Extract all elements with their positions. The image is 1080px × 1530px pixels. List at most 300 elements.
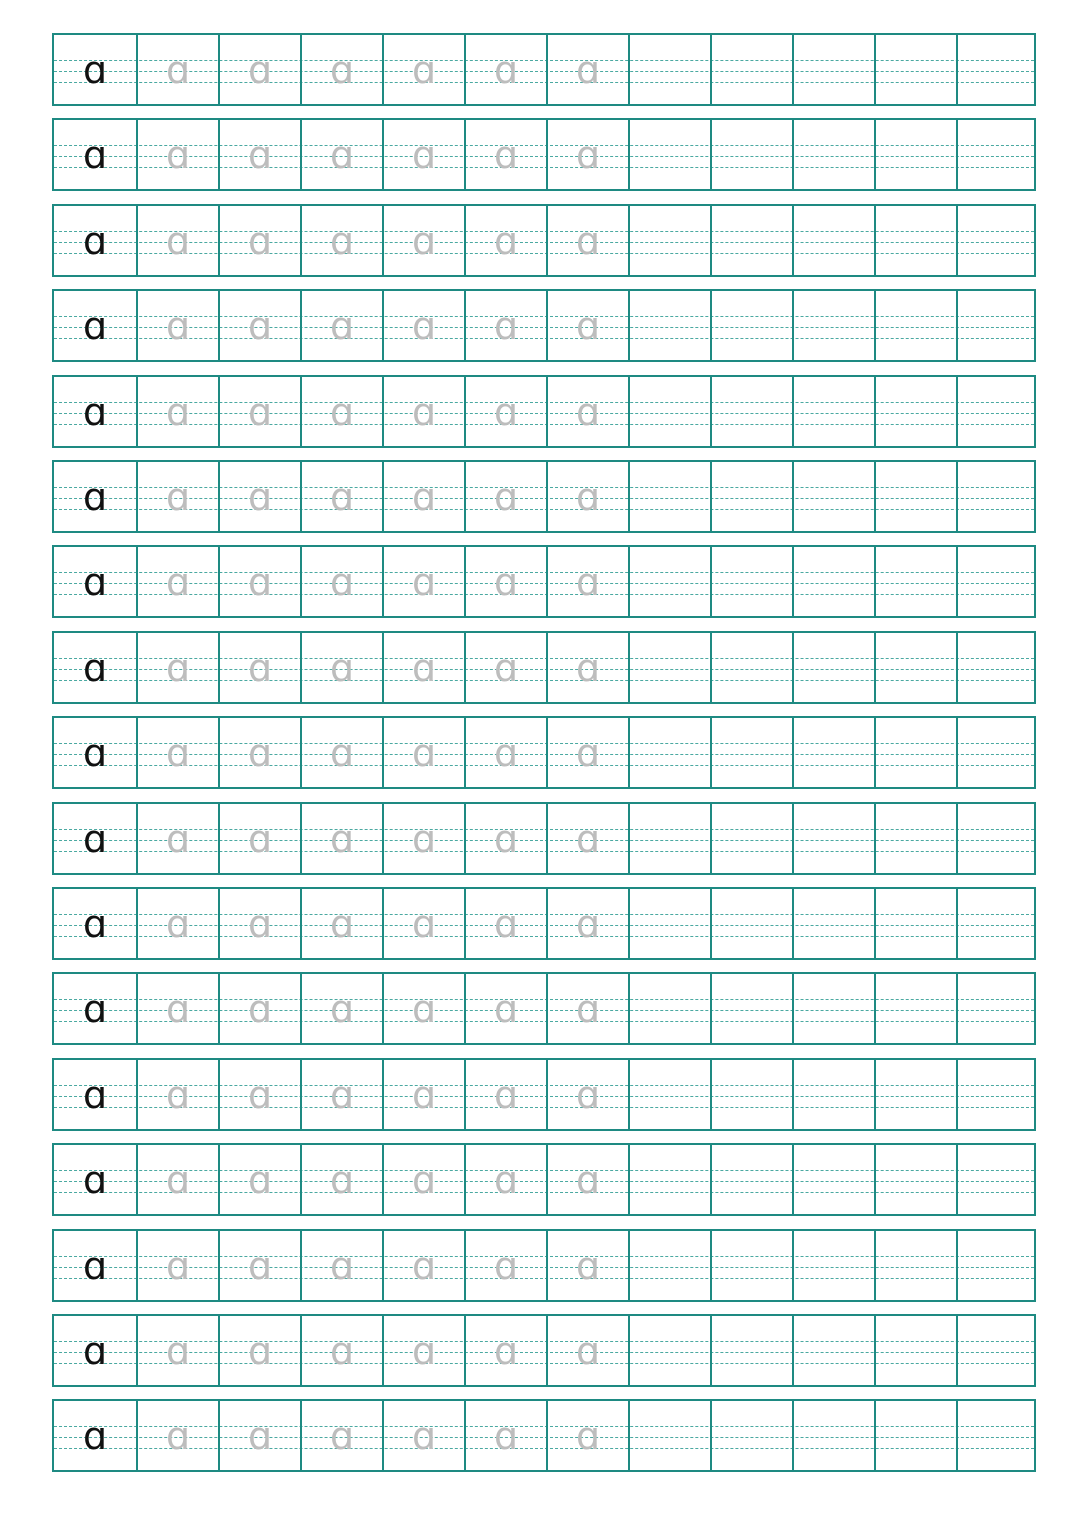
trace-letter: ɑ <box>247 987 273 1031</box>
blank-writing-cell <box>874 1060 956 1129</box>
trace-letter-cell <box>546 462 628 531</box>
trace-letter-cell <box>382 889 464 958</box>
trace-letter-cell <box>382 1145 464 1214</box>
blank-writing-cell <box>710 718 792 787</box>
blank-writing-cell <box>956 1145 1038 1214</box>
trace-letter: ɑ <box>575 560 601 604</box>
blank-writing-cell <box>710 1060 792 1129</box>
model-letter-cell <box>54 120 136 189</box>
blank-writing-cell <box>628 547 710 616</box>
model-letter: ɑ <box>82 817 108 861</box>
model-letter: ɑ <box>82 475 108 519</box>
blank-writing-cell <box>710 35 792 104</box>
trace-letter-cell <box>300 889 382 958</box>
blank-writing-cell <box>874 1145 956 1214</box>
blank-writing-cell <box>792 1145 874 1214</box>
trace-letter-cell <box>382 35 464 104</box>
trace-letter-cell <box>136 547 218 616</box>
trace-letter: ɑ <box>493 817 519 861</box>
trace-letter: ɑ <box>575 475 601 519</box>
practice-row <box>52 802 1036 875</box>
practice-row <box>52 375 1036 448</box>
trace-letter-cell <box>382 718 464 787</box>
trace-letter: ɑ <box>575 219 601 263</box>
model-letter: ɑ <box>82 1244 108 1288</box>
model-letter: ɑ <box>82 1414 108 1458</box>
blank-writing-cell <box>792 889 874 958</box>
trace-letter: ɑ <box>165 219 191 263</box>
trace-letter-cell <box>300 462 382 531</box>
trace-letter-cell <box>218 35 300 104</box>
model-letter-cell <box>54 804 136 873</box>
blank-writing-cell <box>628 120 710 189</box>
trace-letter: ɑ <box>329 817 355 861</box>
trace-letter-cell <box>382 291 464 360</box>
model-letter-cell <box>54 1145 136 1214</box>
trace-letter-cell <box>300 804 382 873</box>
blank-writing-cell <box>956 291 1038 360</box>
trace-letter: ɑ <box>411 560 437 604</box>
trace-letter-cell <box>136 120 218 189</box>
blank-writing-cell <box>792 462 874 531</box>
model-letter-cell <box>54 206 136 275</box>
model-letter-cell <box>54 1401 136 1470</box>
trace-letter: ɑ <box>493 304 519 348</box>
blank-writing-cell <box>956 35 1038 104</box>
model-letter-cell <box>54 1231 136 1300</box>
trace-letter: ɑ <box>165 48 191 92</box>
blank-writing-cell <box>628 1145 710 1214</box>
trace-letter: ɑ <box>165 560 191 604</box>
trace-letter: ɑ <box>575 1414 601 1458</box>
trace-letter: ɑ <box>247 133 273 177</box>
trace-letter-cell <box>136 974 218 1043</box>
trace-letter: ɑ <box>493 48 519 92</box>
trace-letter: ɑ <box>411 475 437 519</box>
trace-letter-cell <box>218 1401 300 1470</box>
trace-letter-cell <box>382 377 464 446</box>
trace-letter: ɑ <box>411 390 437 434</box>
practice-row <box>52 631 1036 704</box>
trace-letter-cell <box>546 889 628 958</box>
blank-writing-cell <box>792 718 874 787</box>
blank-writing-cell <box>956 547 1038 616</box>
trace-letter-cell <box>300 206 382 275</box>
blank-writing-cell <box>956 120 1038 189</box>
trace-letter: ɑ <box>493 1073 519 1117</box>
trace-letter-cell <box>218 547 300 616</box>
trace-letter: ɑ <box>165 902 191 946</box>
trace-letter-cell <box>300 1145 382 1214</box>
trace-letter: ɑ <box>165 390 191 434</box>
blank-writing-cell <box>956 1231 1038 1300</box>
trace-letter-cell <box>546 35 628 104</box>
model-letter-cell <box>54 462 136 531</box>
blank-writing-cell <box>710 804 792 873</box>
blank-writing-cell <box>628 804 710 873</box>
blank-writing-cell <box>956 377 1038 446</box>
trace-letter-cell <box>218 889 300 958</box>
trace-letter: ɑ <box>575 1329 601 1373</box>
model-letter: ɑ <box>82 646 108 690</box>
trace-letter: ɑ <box>575 817 601 861</box>
trace-letter: ɑ <box>247 1073 273 1117</box>
trace-letter-cell <box>546 120 628 189</box>
trace-letter: ɑ <box>575 1158 601 1202</box>
model-letter: ɑ <box>82 48 108 92</box>
trace-letter: ɑ <box>165 1329 191 1373</box>
trace-letter: ɑ <box>329 304 355 348</box>
practice-row <box>52 204 1036 277</box>
trace-letter: ɑ <box>247 304 273 348</box>
trace-letter: ɑ <box>493 731 519 775</box>
model-letter: ɑ <box>82 1158 108 1202</box>
blank-writing-cell <box>628 1401 710 1470</box>
trace-letter: ɑ <box>329 560 355 604</box>
trace-letter: ɑ <box>493 1414 519 1458</box>
trace-letter: ɑ <box>329 48 355 92</box>
blank-writing-cell <box>628 1231 710 1300</box>
trace-letter-cell <box>218 804 300 873</box>
blank-writing-cell <box>874 804 956 873</box>
trace-letter: ɑ <box>411 646 437 690</box>
blank-writing-cell <box>710 206 792 275</box>
blank-writing-cell <box>792 974 874 1043</box>
trace-letter: ɑ <box>247 219 273 263</box>
trace-letter-cell <box>546 1145 628 1214</box>
model-letter-cell <box>54 35 136 104</box>
blank-writing-cell <box>874 1316 956 1385</box>
blank-writing-cell <box>956 1060 1038 1129</box>
blank-writing-cell <box>792 1401 874 1470</box>
trace-letter: ɑ <box>247 475 273 519</box>
trace-letter: ɑ <box>411 731 437 775</box>
trace-letter-cell <box>464 804 546 873</box>
trace-letter: ɑ <box>575 646 601 690</box>
blank-writing-cell <box>628 1060 710 1129</box>
trace-letter-cell <box>464 974 546 1043</box>
model-letter-cell <box>54 633 136 702</box>
trace-letter-cell <box>300 1316 382 1385</box>
blank-writing-cell <box>792 120 874 189</box>
blank-writing-cell <box>710 1316 792 1385</box>
blank-writing-cell <box>628 974 710 1043</box>
blank-writing-cell <box>874 1401 956 1470</box>
practice-row <box>52 1058 1036 1131</box>
trace-letter: ɑ <box>165 731 191 775</box>
blank-writing-cell <box>792 804 874 873</box>
trace-letter: ɑ <box>329 133 355 177</box>
blank-writing-cell <box>628 291 710 360</box>
trace-letter-cell <box>464 1401 546 1470</box>
blank-writing-cell <box>628 377 710 446</box>
trace-letter-cell <box>300 291 382 360</box>
trace-letter: ɑ <box>575 133 601 177</box>
trace-letter-cell <box>464 120 546 189</box>
trace-letter: ɑ <box>329 1158 355 1202</box>
trace-letter-cell <box>218 1316 300 1385</box>
trace-letter-cell <box>382 1060 464 1129</box>
trace-letter: ɑ <box>575 1244 601 1288</box>
trace-letter-cell <box>136 291 218 360</box>
practice-row <box>52 1229 1036 1302</box>
trace-letter-cell <box>464 547 546 616</box>
model-letter-cell <box>54 1060 136 1129</box>
trace-letter: ɑ <box>411 1329 437 1373</box>
blank-writing-cell <box>956 206 1038 275</box>
trace-letter: ɑ <box>247 390 273 434</box>
trace-letter-cell <box>300 1231 382 1300</box>
blank-writing-cell <box>956 633 1038 702</box>
blank-writing-cell <box>792 1316 874 1385</box>
model-letter: ɑ <box>82 390 108 434</box>
trace-letter: ɑ <box>329 1329 355 1373</box>
model-letter-cell <box>54 291 136 360</box>
trace-letter: ɑ <box>493 133 519 177</box>
trace-letter-cell <box>464 291 546 360</box>
trace-letter: ɑ <box>165 1158 191 1202</box>
trace-letter-cell <box>300 35 382 104</box>
trace-letter-cell <box>464 718 546 787</box>
trace-letter: ɑ <box>247 1329 273 1373</box>
trace-letter: ɑ <box>247 902 273 946</box>
blank-writing-cell <box>956 1401 1038 1470</box>
practice-row <box>52 887 1036 960</box>
trace-letter: ɑ <box>411 48 437 92</box>
trace-letter: ɑ <box>329 219 355 263</box>
blank-writing-cell <box>792 35 874 104</box>
blank-writing-cell <box>874 377 956 446</box>
trace-letter: ɑ <box>411 987 437 1031</box>
trace-letter: ɑ <box>165 1244 191 1288</box>
trace-letter-cell <box>136 35 218 104</box>
trace-letter-cell <box>300 1401 382 1470</box>
model-letter: ɑ <box>82 731 108 775</box>
trace-letter-cell <box>464 889 546 958</box>
trace-letter: ɑ <box>575 902 601 946</box>
trace-letter: ɑ <box>411 304 437 348</box>
trace-letter-cell <box>218 1231 300 1300</box>
practice-row <box>52 545 1036 618</box>
blank-writing-cell <box>710 291 792 360</box>
trace-letter-cell <box>382 1401 464 1470</box>
blank-writing-cell <box>874 120 956 189</box>
trace-letter: ɑ <box>493 1244 519 1288</box>
practice-row <box>52 1314 1036 1387</box>
trace-letter: ɑ <box>247 731 273 775</box>
blank-writing-cell <box>874 291 956 360</box>
trace-letter: ɑ <box>575 48 601 92</box>
practice-row <box>52 33 1036 106</box>
blank-writing-cell <box>874 206 956 275</box>
blank-writing-cell <box>628 633 710 702</box>
trace-letter: ɑ <box>575 731 601 775</box>
blank-writing-cell <box>874 633 956 702</box>
trace-letter: ɑ <box>329 987 355 1031</box>
trace-letter-cell <box>218 718 300 787</box>
trace-letter-cell <box>300 633 382 702</box>
trace-letter: ɑ <box>329 731 355 775</box>
trace-letter-cell <box>464 633 546 702</box>
trace-letter-cell <box>382 206 464 275</box>
blank-writing-cell <box>628 1316 710 1385</box>
trace-letter: ɑ <box>411 1073 437 1117</box>
trace-letter: ɑ <box>493 646 519 690</box>
blank-writing-cell <box>792 377 874 446</box>
trace-letter: ɑ <box>329 390 355 434</box>
blank-writing-cell <box>710 547 792 616</box>
blank-writing-cell <box>792 633 874 702</box>
trace-letter-cell <box>464 377 546 446</box>
trace-letter: ɑ <box>411 133 437 177</box>
trace-letter-cell <box>546 633 628 702</box>
practice-row <box>52 1143 1036 1216</box>
trace-letter-cell <box>136 633 218 702</box>
blank-writing-cell <box>710 120 792 189</box>
trace-letter: ɑ <box>411 1244 437 1288</box>
trace-letter-cell <box>218 1060 300 1129</box>
trace-letter-cell <box>136 804 218 873</box>
trace-letter: ɑ <box>247 48 273 92</box>
trace-letter: ɑ <box>247 1414 273 1458</box>
model-letter-cell <box>54 377 136 446</box>
trace-letter-cell <box>218 291 300 360</box>
trace-letter-cell <box>546 1060 628 1129</box>
trace-letter-cell <box>382 462 464 531</box>
trace-letter-cell <box>382 1316 464 1385</box>
trace-letter-cell <box>218 377 300 446</box>
trace-letter-cell <box>136 1145 218 1214</box>
model-letter: ɑ <box>82 219 108 263</box>
trace-letter: ɑ <box>493 1329 519 1373</box>
model-letter-cell <box>54 547 136 616</box>
blank-writing-cell <box>628 889 710 958</box>
blank-writing-cell <box>956 1316 1038 1385</box>
blank-writing-cell <box>874 889 956 958</box>
blank-writing-cell <box>710 974 792 1043</box>
blank-writing-cell <box>956 718 1038 787</box>
blank-writing-cell <box>710 1401 792 1470</box>
blank-writing-cell <box>710 462 792 531</box>
practice-row <box>52 972 1036 1045</box>
blank-writing-cell <box>956 974 1038 1043</box>
practice-row <box>52 716 1036 789</box>
trace-letter: ɑ <box>411 219 437 263</box>
trace-letter-cell <box>464 1145 546 1214</box>
trace-letter: ɑ <box>575 390 601 434</box>
trace-letter: ɑ <box>247 560 273 604</box>
trace-letter: ɑ <box>575 987 601 1031</box>
trace-letter: ɑ <box>329 902 355 946</box>
trace-letter: ɑ <box>329 1244 355 1288</box>
blank-writing-cell <box>874 547 956 616</box>
trace-letter: ɑ <box>165 1073 191 1117</box>
trace-letter-cell <box>464 462 546 531</box>
blank-writing-cell <box>628 718 710 787</box>
trace-letter-cell <box>382 974 464 1043</box>
practice-row <box>52 460 1036 533</box>
model-letter: ɑ <box>82 304 108 348</box>
trace-letter-cell <box>464 35 546 104</box>
model-letter-cell <box>54 889 136 958</box>
trace-letter: ɑ <box>329 1073 355 1117</box>
trace-letter: ɑ <box>493 219 519 263</box>
trace-letter-cell <box>382 547 464 616</box>
trace-letter: ɑ <box>247 646 273 690</box>
practice-row <box>52 118 1036 191</box>
blank-writing-cell <box>874 718 956 787</box>
trace-letter-cell <box>382 120 464 189</box>
trace-letter-cell <box>464 206 546 275</box>
trace-letter-cell <box>136 462 218 531</box>
trace-letter-cell <box>300 1060 382 1129</box>
trace-letter-cell <box>300 547 382 616</box>
trace-letter: ɑ <box>165 1414 191 1458</box>
trace-letter: ɑ <box>411 1158 437 1202</box>
trace-letter: ɑ <box>329 646 355 690</box>
trace-letter: ɑ <box>165 817 191 861</box>
trace-letter-cell <box>546 804 628 873</box>
model-letter: ɑ <box>82 1073 108 1117</box>
trace-letter-cell <box>218 633 300 702</box>
trace-letter: ɑ <box>411 817 437 861</box>
trace-letter: ɑ <box>247 1244 273 1288</box>
trace-letter: ɑ <box>493 390 519 434</box>
trace-letter-cell <box>546 718 628 787</box>
blank-writing-cell <box>956 889 1038 958</box>
trace-letter: ɑ <box>329 475 355 519</box>
blank-writing-cell <box>628 35 710 104</box>
trace-letter-cell <box>464 1316 546 1385</box>
trace-letter: ɑ <box>575 1073 601 1117</box>
trace-letter-cell <box>546 377 628 446</box>
trace-letter-cell <box>300 974 382 1043</box>
trace-letter: ɑ <box>411 1414 437 1458</box>
model-letter: ɑ <box>82 1329 108 1373</box>
trace-letter-cell <box>218 120 300 189</box>
blank-writing-cell <box>710 633 792 702</box>
trace-letter-cell <box>546 1231 628 1300</box>
trace-letter-cell <box>136 1060 218 1129</box>
model-letter: ɑ <box>82 560 108 604</box>
trace-letter-cell <box>136 889 218 958</box>
blank-writing-cell <box>792 291 874 360</box>
blank-writing-cell <box>628 462 710 531</box>
trace-letter-cell <box>300 377 382 446</box>
trace-letter-cell <box>300 718 382 787</box>
blank-writing-cell <box>874 974 956 1043</box>
trace-letter-cell <box>546 1401 628 1470</box>
trace-letter-cell <box>546 1316 628 1385</box>
model-letter-cell <box>54 1316 136 1385</box>
trace-letter-cell <box>300 120 382 189</box>
model-letter-cell <box>54 718 136 787</box>
blank-writing-cell <box>792 206 874 275</box>
trace-letter: ɑ <box>575 304 601 348</box>
trace-letter-cell <box>218 974 300 1043</box>
blank-writing-cell <box>710 1231 792 1300</box>
trace-letter-cell <box>382 633 464 702</box>
trace-letter-cell <box>546 206 628 275</box>
trace-letter: ɑ <box>247 1158 273 1202</box>
trace-letter: ɑ <box>493 987 519 1031</box>
trace-letter: ɑ <box>247 817 273 861</box>
trace-letter: ɑ <box>493 475 519 519</box>
blank-writing-cell <box>874 35 956 104</box>
blank-writing-cell <box>628 206 710 275</box>
practice-row <box>52 1399 1036 1472</box>
blank-writing-cell <box>956 462 1038 531</box>
